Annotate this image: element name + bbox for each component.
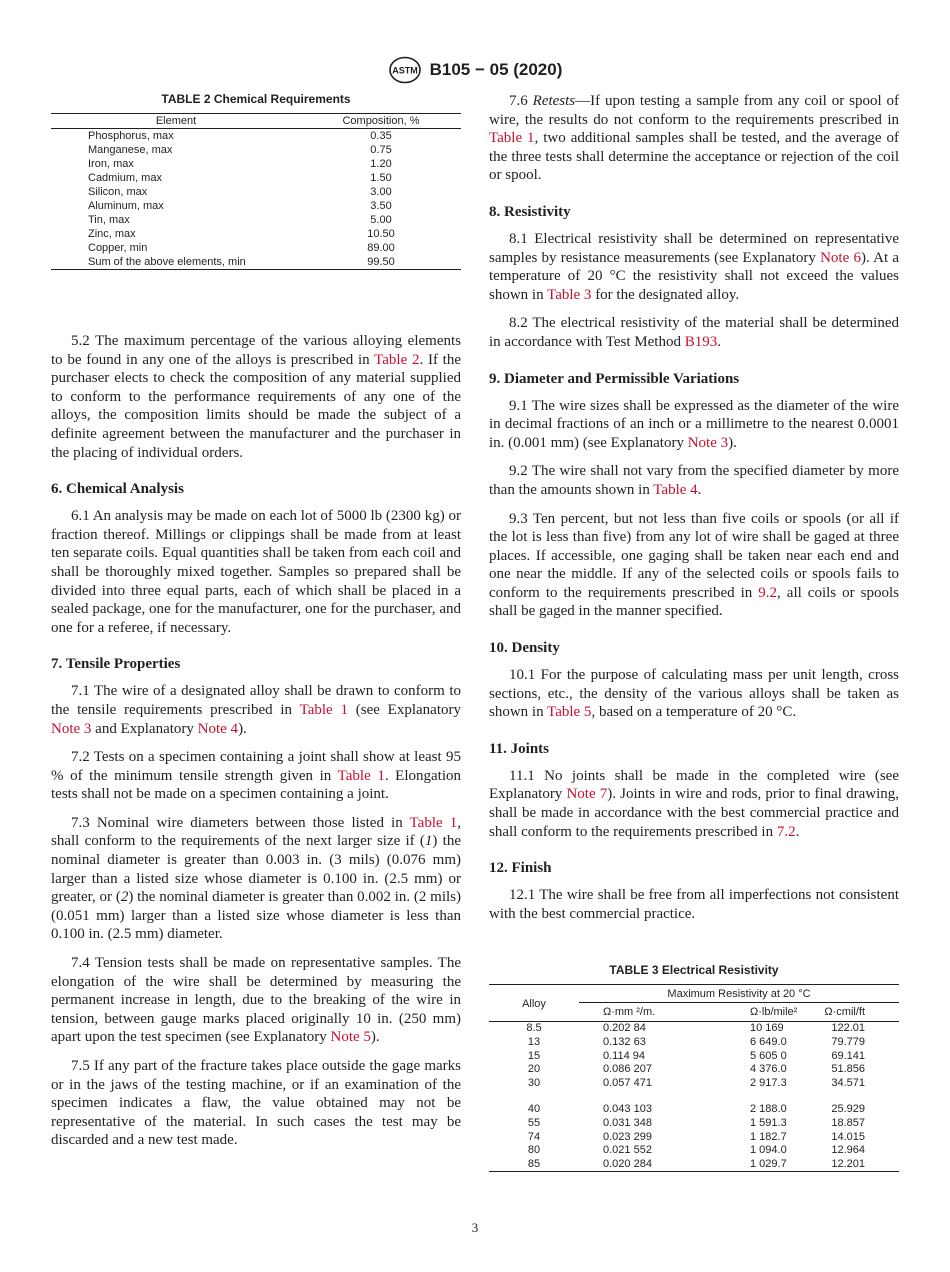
table-row	[51, 199, 461, 213]
note-6-link[interactable]: Note 6	[820, 249, 861, 266]
resistivity-cell: 0.202 84	[603, 1022, 646, 1035]
table-5-link[interactable]: Table 5	[547, 704, 592, 721]
composition-cell: 0.75	[370, 144, 392, 156]
table-row	[489, 1158, 899, 1172]
element-cell: Copper, min	[88, 242, 148, 254]
alloy-cell: 85	[489, 1158, 579, 1172]
resistivity-cell: 79.779	[831, 1036, 865, 1048]
table-spacer-row	[489, 1090, 899, 1103]
resistivity-cell: 0.031 348	[603, 1116, 652, 1129]
note-3-link[interactable]: Note 3	[687, 434, 729, 451]
alloy-cell: 55	[527, 1116, 541, 1129]
table-4-link[interactable]: Table 4	[653, 481, 698, 498]
paragraph-8-1: 8.1 Electrical resistivity shall be determined on representative samples by resistance measurements (see Explanatory Note 6). At a temperature of 20 °C the resistivity shall not exceed the values shown in Table 3 for the designated alloy.	[489, 230, 899, 303]
element-cell: Silicon, max	[88, 186, 148, 198]
element-cell: Iron, max	[88, 158, 134, 170]
table-row	[489, 1036, 899, 1050]
alloy-cell: 80	[527, 1144, 541, 1157]
table-row	[489, 1131, 899, 1145]
alloy-cell: 13	[527, 1036, 541, 1048]
alloy-cell: 8.5	[526, 1022, 542, 1035]
resistivity-cell: 6 649.0	[750, 1036, 787, 1048]
resistivity-cell: 1 029.7	[707, 1158, 812, 1172]
alloy-cell: 20	[527, 1063, 541, 1076]
table-2-header-composition: Composition, %	[301, 114, 461, 129]
right-column	[489, 92, 899, 1172]
table-1-link[interactable]: Table 1	[299, 701, 348, 718]
table-1-link[interactable]: Table 1	[337, 767, 385, 784]
section-6-heading: 6. Chemical Analysis	[51, 481, 184, 498]
element-cell: Phosphorus, max	[88, 130, 174, 142]
resistivity-cell: 4 376.0	[750, 1063, 787, 1076]
note-7-link[interactable]: Note 7	[566, 786, 608, 803]
table-row	[489, 1103, 899, 1117]
alloy-cell: 40	[527, 1103, 541, 1116]
resistivity-cell: 51.856	[831, 1063, 865, 1076]
resistivity-cell: 0.132 63	[603, 1036, 646, 1048]
section-8-heading: 8. Resistivity	[489, 203, 571, 220]
paragraph-9-1: 9.1 The wire sizes shall be expressed as the diameter of the wire in decimal fractions of an inch or a millimetre to the nearest 0.0001 in. (0.001 mm) (see Explanatory Note 3).	[489, 397, 899, 451]
section-9-heading: 9. Diameter and Permissible Variations	[489, 370, 740, 387]
element-cell: Sum of the above elements, min	[51, 255, 301, 270]
composition-cell: 1.50	[370, 172, 392, 184]
table-3-header-unit-2: Ω·lb/mile²	[707, 1003, 812, 1022]
composition-cell: 1.20	[370, 158, 392, 170]
resistivity-cell: 34.571	[831, 1076, 865, 1089]
composition-cell: 3.00	[370, 186, 392, 198]
resistivity-cell: 12.964	[831, 1144, 865, 1157]
section-7-heading: 7. Tensile Properties	[51, 656, 181, 673]
table-3-grid	[489, 984, 899, 1172]
resistivity-cell: 122.01	[831, 1022, 865, 1035]
table-3-header-alloy: Alloy	[489, 985, 579, 1022]
resistivity-cell: 0.023 299	[603, 1130, 652, 1143]
resistivity-cell: 1 591.3	[750, 1116, 787, 1129]
table-row	[489, 1144, 899, 1158]
resistivity-cell: 25.929	[831, 1103, 865, 1116]
table-1-link[interactable]: Table 1	[489, 130, 535, 147]
resistivity-cell: 2 188.0	[750, 1103, 787, 1116]
section-11-heading: 11. Joints	[489, 740, 550, 757]
paragraph-7-4: 7.4 Tension tests shall be made on representative samples. The elongation of the wire shall be determined by measuring the permanent increase in length, due to the breaking of the wire in tension, between gauge marks placed originally 10 in. (250 mm) apart upon the test specimen (see Explanatory Note 5).	[51, 955, 461, 1046]
resistivity-cell: 0.021 552	[603, 1144, 652, 1157]
paragraph-11-1: 11.1 No joints shall be made in the completed wire (see Explanatory Note 7). Joints in wire and rods, prior to final drawing, shall be made in accordance with the best commercial practice and shall conform to the requirements prescribed in 7.2.	[489, 767, 899, 840]
composition-cell: 3.50	[370, 200, 392, 212]
table-row	[51, 171, 461, 185]
composition-cell: 0.35	[370, 130, 392, 142]
table-3-header-unit-3: Ω·cmil/ft	[812, 1003, 899, 1022]
table-row	[489, 1063, 899, 1077]
section-10-heading: 10. Density	[489, 640, 560, 657]
paragraph-8-2: 8.2 The electrical resistivity of the material shall be determined in accordance with Test Method B193.	[489, 315, 899, 350]
alloy-cell: 74	[527, 1130, 541, 1143]
composition-cell: 99.50	[301, 255, 461, 270]
paragraph-9-3: 9.3 Ten percent, but not less than five coils or spools (or all if the lot is less than five) from any lot of wire shall be gaged at three places. If accessible, one gaging shall be taken near each end and one near the middle. If any of the selected coils or spools fails to conform to the requirements prescribed in 9.2, all coils or spools shall be gaged in the manner specified.	[489, 510, 899, 620]
page-number: 3	[471, 1220, 479, 1235]
resistivity-cell: 0.043 103	[603, 1103, 652, 1116]
table-3	[489, 963, 899, 1172]
paragraph-7-3: 7.3 Nominal wire diameters between those listed in Table 1, shall conform to the requirements of the next larger size if (1) the nominal diameter is greater than 0.003 in. (3 mils) (0.076 mm) larger than a listed size whose diameter is 0.100 in. (2.5 mm) or greater, or (2) the nominal diameter is greater than 0.002 in. (2 mils) (0.051 mm) larger than a listed size whose diameter is less than 0.100 in. (2.5 mm) diameter.	[51, 814, 461, 943]
paragraph-10-1: 10.1 For the purpose of calculating mass per unit length, cross sections, etc., the density of the various alloys shall be taken as shown in Table 5, based on a temperature of 20 °C.	[489, 667, 899, 721]
table-row	[51, 185, 461, 199]
alloy-cell: 30	[527, 1076, 541, 1089]
section-7-2-link[interactable]: 7.2	[776, 823, 796, 840]
table-row	[489, 1117, 899, 1131]
table-row	[51, 255, 461, 270]
astm-logo-text: ASTM	[391, 65, 418, 76]
resistivity-cell: 5 605 0	[750, 1049, 787, 1062]
resistivity-cell: 10 169	[750, 1022, 784, 1035]
table-2-link[interactable]: Table 2	[374, 351, 420, 368]
paragraph-7-2: 7.2 Tests on a specimen containing a joint shall show at least 95 % of the minimum tensile strength given in Table 1. Elongation tests shall not be made on a specimen containing a joint.	[51, 749, 461, 803]
page-header	[0, 56, 950, 84]
note-3-link[interactable]: Note 3	[51, 720, 92, 737]
resistivity-cell: 0.086 207	[603, 1063, 652, 1076]
table-3-caption: TABLE 3 Electrical Resistivity	[609, 963, 779, 978]
composition-cell: 5.00	[370, 214, 392, 226]
standard-designation: B105 − 05 (2020)	[429, 60, 563, 79]
resistivity-cell: 0.114 94	[603, 1049, 646, 1062]
table-1-link[interactable]: Table 1	[409, 814, 458, 831]
b193-link[interactable]: B193	[684, 333, 718, 350]
table-2-grid	[51, 113, 461, 270]
element-cell: Tin, max	[88, 214, 130, 226]
element-cell: Zinc, max	[88, 228, 136, 240]
resistivity-cell: 0.057 471	[603, 1076, 652, 1089]
section-12-heading: 12. Finish	[489, 860, 552, 877]
table-3-link[interactable]: Table 3	[547, 286, 592, 303]
paragraph-7-5: 7.5 If any part of the fracture takes place outside the gage marks or in the jaws of the testing machine, or if an examination of the specimen indicates a flaw, the value obtained may not be representative of the material. In such cases the test may be discarded and a new test made.	[51, 1058, 461, 1149]
table-row	[489, 1022, 899, 1036]
element-cell: Manganese, max	[88, 144, 173, 156]
table-2-header-element: Element	[51, 114, 301, 129]
table-row	[51, 213, 461, 227]
table-row	[51, 241, 461, 255]
paragraph-7-1: 7.1 The wire of a designated alloy shall be drawn to conform to the tensile requirements prescribed in Table 1 (see Explanatory Note 3 and Explanatory Note 4).	[51, 683, 461, 737]
table-2-caption: TABLE 2 Chemical Requirements	[161, 92, 351, 106]
section-9-2-link[interactable]: 9.2	[758, 584, 778, 601]
alloy-cell: 15	[527, 1049, 541, 1062]
composition-cell: 10.50	[367, 228, 395, 240]
resistivity-cell: 69.141	[831, 1049, 865, 1062]
left-column	[51, 92, 461, 1160]
paragraph-6-1: 6.1 An analysis may be made on each lot of 5000 lb (2300 kg) or fraction thereof. Millings or clippings shall be made from at least ten separate coils. Equal quantities shall be taken from each coil and shall be thoroughly mixed together. Samples so prepared shall be divided into three equal parts, each of which shall be placed in a sealed package, one for the manufacturer, one for the purchaser, and one for a referee, if necessary.	[51, 508, 461, 636]
element-cell: Cadmium, max	[88, 172, 162, 184]
table-row	[489, 1050, 899, 1064]
table-row	[51, 227, 461, 241]
note-4-link[interactable]: Note 4	[197, 720, 239, 737]
paragraph-7-6: 7.6 Retests—If upon testing a sample from any coil or spool of wire, the results do not conform to the requirements prescribed in Table 1, two additional samples shall be tested, and the average of the three tests shall determine the acceptance or rejection of the coil or spool.	[489, 93, 900, 184]
table-row	[51, 129, 461, 144]
composition-cell: 89.00	[367, 242, 395, 254]
note-5-link[interactable]: Note 5	[330, 1029, 371, 1046]
table-row	[51, 157, 461, 171]
resistivity-cell: 1 182.7	[750, 1130, 787, 1143]
resistivity-cell: 18.857	[831, 1116, 865, 1129]
table-row	[489, 1077, 899, 1091]
resistivity-cell: 0.020 284	[579, 1158, 707, 1172]
table-3-header-group: Maximum Resistivity at 20 °C	[579, 985, 899, 1003]
paragraph-5-2: 5.2 The maximum percentage of the various alloying elements to be found in any one of the alloys is prescribed in Table 2. If the purchaser elects to check the composition of any material supplied to conform to the performance requirements of any one of the alloys, the composition limits should be made the subject of a definite agreement between the manufacturer and the purchaser in the placing of individual orders.	[51, 333, 461, 461]
resistivity-cell: 12.201	[812, 1158, 899, 1172]
paragraph-9-2: 9.2 The wire shall not vary from the specified diameter by more than the amounts shown in Table 4.	[489, 463, 899, 498]
resistivity-cell: 1 094.0	[750, 1144, 787, 1157]
resistivity-cell: 2 917.3	[750, 1076, 787, 1089]
retests-title: Retests	[532, 93, 576, 109]
table-row	[51, 143, 461, 157]
resistivity-cell: 14.015	[831, 1130, 865, 1143]
paragraph-12-1: 12.1 The wire shall be free from all imperfections not consistent with the best commercial practice.	[489, 887, 899, 922]
astm-logo-icon	[388, 56, 422, 84]
table-2	[51, 92, 461, 270]
element-cell: Aluminum, max	[88, 200, 164, 212]
table-3-header-unit-1: Ω·mm ²/m.	[579, 1003, 707, 1022]
